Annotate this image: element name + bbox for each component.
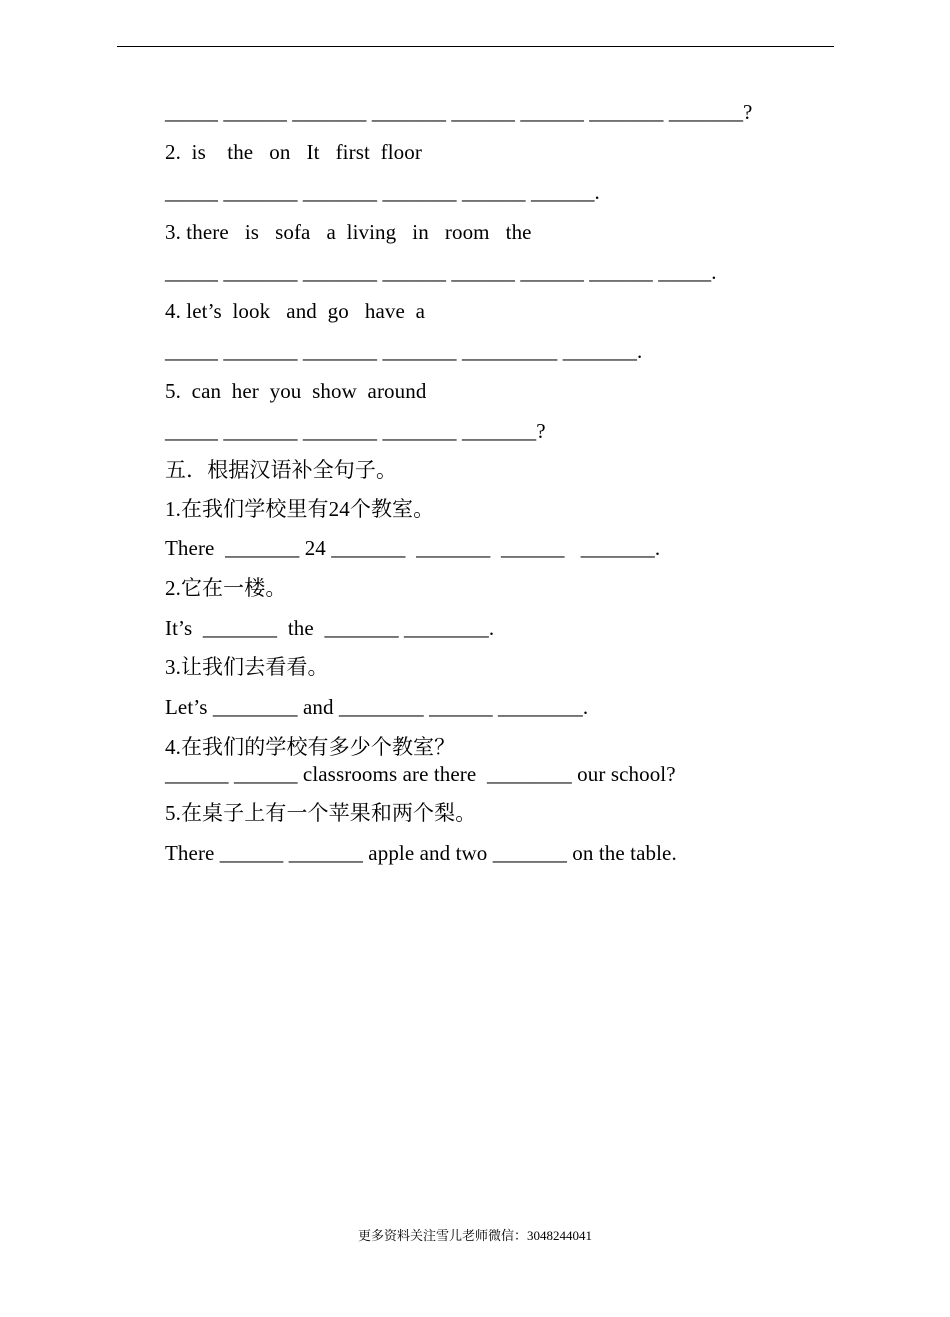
- answer-line-1: _____ ______ _______ _______ ______ ______ _______ _______?: [165, 100, 753, 124]
- question-5-words: 5. can her you show around: [165, 379, 427, 403]
- footer-contact: 更多资料关注雪儿老师微信：3048244041: [357, 1228, 592, 1243]
- header-rule: [117, 46, 834, 47]
- prompt-2-chinese: 2.它在一楼。: [165, 576, 287, 600]
- question-3-words: 3. there is sofa a living in room the: [165, 220, 532, 244]
- answer-line-2: _____ _______ _______ _______ ______ ______.: [165, 180, 600, 204]
- question-4-words: 4. let’s look and go have a: [165, 299, 426, 323]
- prompt-2-english: It’s _______ the _______ ________.: [165, 616, 495, 640]
- answer-line-4: _____ _______ _______ _______ _________ _______.: [165, 339, 643, 363]
- prompt-5-english: There ______ _______ apple and two _______ on the table.: [165, 841, 677, 865]
- prompt-3-chinese: 3.让我们去看看。: [165, 655, 329, 679]
- prompt-1-english: There _______ 24 _______ _______ ______ _______.: [165, 536, 661, 560]
- section-5-heading: 五．根据汉语补全句子。: [165, 458, 398, 482]
- prompt-4-chinese: 4.在我们的学校有多少个教室？: [165, 735, 456, 759]
- prompt-4-english: ______ ______ classrooms are there ________ our school?: [165, 762, 676, 786]
- prompt-5-chinese: 5.在桌子上有一个苹果和两个梨。: [165, 801, 477, 825]
- answer-line-3: _____ _______ _______ ______ ______ ______ ______ _____.: [165, 260, 717, 284]
- answer-line-5: _____ _______ _______ _______ _______?: [165, 419, 546, 443]
- question-2-words: 2. is the on It first floor: [165, 140, 422, 164]
- prompt-3-english: Let’s ________ and ________ ______ ________.: [165, 695, 589, 719]
- prompt-1-chinese: 1.在我们学校里有24个教室。: [165, 497, 435, 521]
